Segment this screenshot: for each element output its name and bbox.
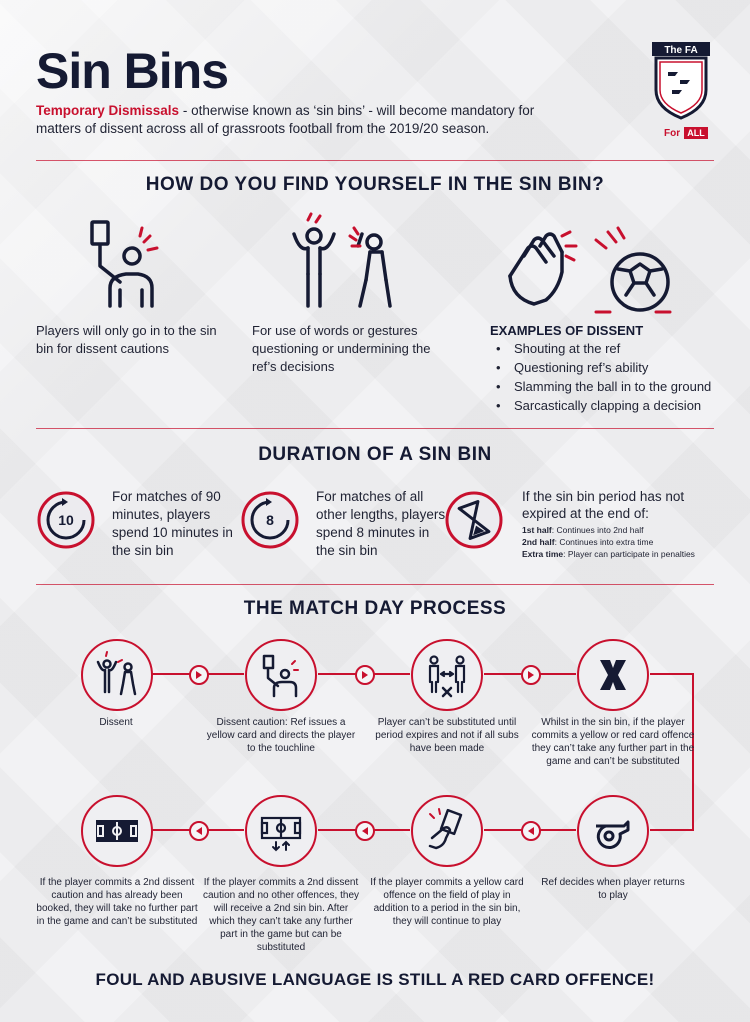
- fa-logo-title: The FA: [664, 45, 698, 56]
- duration-90-text: For matches of 90 minutes, players spend 10 minutes in the sin bin: [112, 489, 233, 558]
- divider: [36, 160, 714, 161]
- fa-logo: [650, 40, 712, 140]
- pitch-icon: [80, 794, 154, 868]
- no-substitution-icon: [410, 638, 484, 712]
- footer-warning: FOUL AND ABUSIVE LANGUAGE IS STILL A RED CARD OFFENCE!: [95, 970, 655, 989]
- clapping-ball-icon: [500, 226, 680, 318]
- expiry-details: [522, 524, 732, 560]
- timer-8-icon: [240, 490, 300, 550]
- dissent-step-icon: [80, 638, 154, 712]
- gestures-text: For use of words or gestures questioning or undermining the ref’s decisions: [252, 323, 431, 374]
- hourglass-icon: [444, 490, 504, 550]
- timer-10-icon: [36, 490, 96, 550]
- yellow-card-hand-icon: [410, 794, 484, 868]
- expiry-value: : Continues into 2nd half: [551, 525, 644, 535]
- step-caption-yellow-card: If the player commits a yellow card offence on the field of play in addition to a period in the sin bin, they will continue to play: [370, 877, 524, 927]
- list-item: • Slamming the ball in to the ground: [492, 377, 732, 396]
- arrow-left-icon: [520, 820, 542, 842]
- section-heading-how: HOW DO YOU FIND YOURSELF IN THE SIN BIN?: [145, 174, 605, 195]
- arrow-right-icon: [520, 664, 542, 686]
- step-caption-dissent: Dissent: [99, 717, 133, 728]
- step-caption-excluded: Whilst in the sin bin, if the player commits a yellow or red card offence they can’t take any further part in the game and can’t be substituted: [531, 717, 695, 767]
- excluded-x-icon: [576, 638, 650, 712]
- section-heading-process: THE MATCH DAY PROCESS: [243, 598, 507, 619]
- caution-step-icon: [244, 638, 318, 712]
- fa-logo-all: ALL: [687, 128, 705, 138]
- arrow-right-icon: [354, 664, 376, 686]
- arrow-left-icon: [354, 820, 376, 842]
- expiry-value: : Player can participate in penalties: [563, 549, 695, 559]
- players-arguing-icon: [286, 212, 416, 312]
- step-caption-caution: Dissent caution: Ref issues a yellow card and directs the player to the touchline: [206, 717, 356, 754]
- page-title: Sin Bins: [36, 43, 229, 99]
- divider: [36, 584, 714, 585]
- connector-line: [650, 829, 694, 831]
- list-item: • Sarcastically clapping a decision: [492, 396, 732, 415]
- referee-card-icon: [86, 216, 166, 312]
- step-caption-ref-decides: Ref decides when player returns to play: [541, 877, 685, 901]
- intro-accent: Temporary Dismissals: [36, 103, 180, 118]
- intro-rest: - otherwise known as ‘sin bins’ - will become mandatory for matters of dissent across all of grassroots football from the 2019/20 season.: [36, 103, 535, 136]
- intro-text: [36, 102, 576, 138]
- divider: [36, 428, 714, 429]
- list-item: • Questioning ref’s ability: [492, 358, 732, 377]
- expiry-label: Extra time: [522, 549, 564, 559]
- dissent-examples-title: EXAMPLES OF DISSENT: [490, 323, 644, 338]
- expiry-value: : Continues into extra time: [554, 537, 654, 547]
- expiry-text: If the sin bin period has not expired at the end of:: [522, 489, 685, 521]
- duration-other-text: For matches of all other lengths, players spend 8 minutes in the sin bin: [316, 489, 446, 558]
- section-heading-duration: DURATION OF A SIN BIN: [258, 444, 492, 465]
- step-caption-already-booked: If the player commits a 2nd dissent caution and has already been booked, they will take no further part in the game and can’t be substituted: [36, 877, 198, 927]
- fa-logo-for: For: [664, 128, 681, 139]
- dissent-examples-list: [492, 339, 732, 415]
- sin-bin-reason-text: Players will only go in to the sin bin for dissent cautions: [36, 323, 217, 356]
- pitch-substitution-icon: [244, 794, 318, 868]
- arrow-right-icon: [188, 664, 210, 686]
- timer-8-number: 8: [266, 512, 274, 528]
- step-caption-no-sub: Player can’t be substituted until period expires and not if all subs have been made: [375, 717, 519, 754]
- list-item: • Shouting at the ref: [492, 339, 732, 358]
- connector-line: [650, 673, 694, 675]
- expiry-label: 2nd half: [522, 537, 555, 547]
- timer-10-number: 10: [58, 512, 74, 528]
- expiry-label: 1st half: [522, 525, 552, 535]
- arrow-left-icon: [188, 820, 210, 842]
- step-caption-second-sin-bin: If the player commits a 2nd dissent caution and no other offences, they will receive a 2nd sin bin. After which they can’t take any further part in the game but can be substituted: [202, 877, 360, 953]
- whistle-icon: [576, 794, 650, 868]
